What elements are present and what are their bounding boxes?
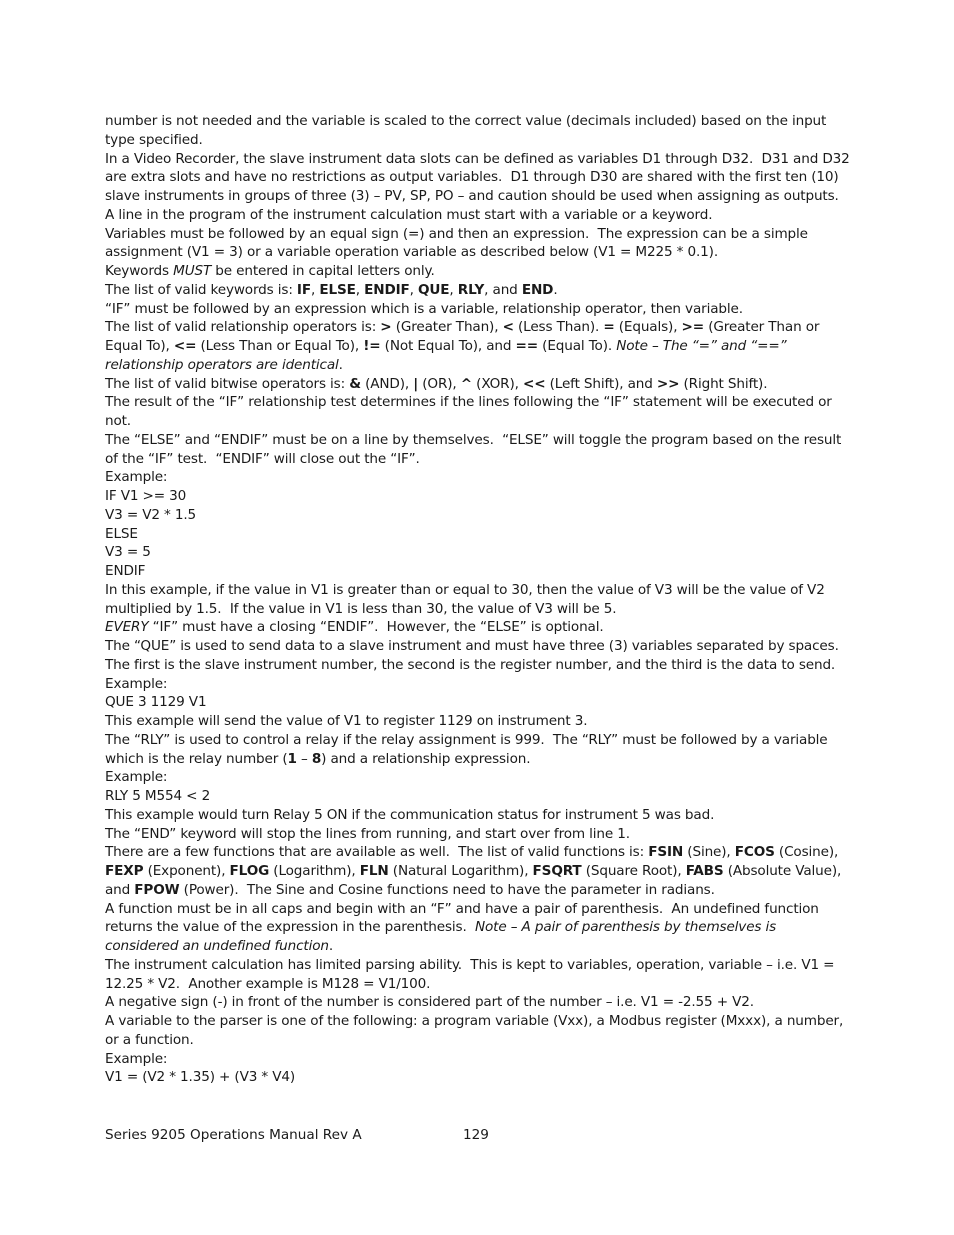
page-number: 129 bbox=[463, 1127, 489, 1143]
text-run: (Sine), bbox=[683, 844, 735, 861]
text-run: . bbox=[553, 281, 558, 298]
bold-text: = bbox=[603, 319, 615, 336]
bold-text: != bbox=[363, 338, 381, 354]
paragraph bbox=[105, 206, 850, 225]
text-run: The “END” keyword will stop the lines from running, and start over from line 1. bbox=[105, 825, 630, 842]
bold-text: ENDIF bbox=[364, 281, 410, 298]
text-run: A function must be in all caps and begin with an “F” and have a pair of parenthesis. An undefined function returns the value of the expression in the parenthesis. bbox=[105, 900, 823, 936]
text-run: number is not needed and the variable is scaled to the correct value (decimals included) based on the input type specified. bbox=[105, 113, 831, 148]
text-run: be entered in capital letters only. bbox=[211, 263, 435, 279]
text-run: (Logarithm), bbox=[269, 863, 360, 879]
text-run: (Cosine), bbox=[774, 844, 843, 861]
text-run: , and bbox=[484, 281, 522, 298]
text-run: , bbox=[355, 281, 365, 298]
paragraph bbox=[105, 1068, 850, 1087]
text-run: Example: bbox=[105, 469, 168, 486]
text-run: QUE 3 1129 V1 bbox=[105, 694, 207, 711]
paragraph bbox=[105, 956, 850, 994]
bold-text: < bbox=[502, 319, 514, 336]
text-run: “IF” must have a closing “ENDIF”. However, the “ELSE” is optional. bbox=[148, 619, 604, 636]
bold-text: IF bbox=[296, 281, 311, 298]
text-run: IF V1 >= 30 bbox=[105, 488, 187, 504]
text-run: Example: bbox=[105, 675, 168, 692]
paragraph bbox=[105, 581, 850, 619]
page-body bbox=[105, 112, 854, 1087]
text-run: (Natural Logarithm), bbox=[388, 863, 533, 879]
bold-text: > bbox=[380, 319, 392, 336]
text-run: A negative sign (-) in front of the number is considered part of the number – i.e. V1 = -2.55 + V2. bbox=[105, 994, 754, 1011]
text-run: Variables must be followed by an equal sign (=) and then an expression. The expression can be a simple assignment (V1 = 3) or a variable operation variable as described below (V1 = M225 * 0.1). bbox=[105, 225, 813, 261]
text-run: , bbox=[310, 281, 320, 298]
text-run: In a Video Recorder, the slave instrument data slots can be defined as variables D1 through D32. D31 and D32 are extra slots and have no restrictions as output variables. D1 through D30 are shared with the first ten (10) slave instruments in groups of three (3) – PV, SP, PO – and caution should be used when assigning as outputs. bbox=[105, 150, 854, 204]
text-run: ENDIF bbox=[105, 563, 146, 579]
text-run: The list of valid bitwise operators is: bbox=[105, 375, 350, 392]
bold-text: & bbox=[349, 375, 361, 392]
paragraph bbox=[105, 487, 850, 506]
text-run: (XOR), bbox=[472, 375, 523, 392]
paragraph bbox=[105, 637, 850, 675]
text-run: (OR), bbox=[418, 375, 461, 392]
text-run: The “RLY” is used to control a relay if the relay assignment is 999. The “RLY” must be followed by a variable which is the relay number ( bbox=[105, 731, 832, 767]
text-run: (Not Equal To), and bbox=[380, 338, 516, 354]
paragraph bbox=[105, 806, 850, 825]
text-run: (Greater Than or Equal To), bbox=[105, 319, 824, 354]
paragraph bbox=[105, 112, 850, 150]
paragraph bbox=[105, 281, 850, 300]
text-run: . bbox=[328, 938, 334, 954]
text-run: A variable to the parser is one of the following: a program variable (Vxx), a Modbus register (Mxxx), a number, or a function. bbox=[105, 1013, 848, 1048]
text-run: , bbox=[449, 281, 458, 298]
bold-text: == bbox=[515, 338, 539, 354]
text-run: In this example, if the value in V1 is greater than or equal to 30, then the value of V3 will be the value of V2 multiplied by 1.5. If the value in V1 is less than 30, the value of V3 will be 5. bbox=[105, 581, 829, 617]
text-run: ) and a relationship expression. bbox=[321, 750, 531, 767]
text-run: There are a few functions that are available as well. The list of valid functions is: bbox=[105, 844, 649, 861]
bold-text: FSIN bbox=[648, 844, 684, 861]
footer-title: Series 9205 Operations Manual Rev A bbox=[105, 1127, 362, 1143]
paragraph bbox=[105, 431, 850, 469]
text-run: – bbox=[296, 750, 312, 767]
text-run: “IF” must be followed by an expression which is a variable, relationship operator, then variable. bbox=[105, 300, 743, 317]
text-run: (Less Than). bbox=[513, 319, 604, 336]
text-run: This example will send the value of V1 to register 1129 on instrument 3. bbox=[105, 713, 588, 729]
paragraph bbox=[105, 693, 850, 712]
paragraph bbox=[105, 543, 850, 562]
bold-text: 8 bbox=[311, 750, 322, 767]
text-run: (Right Shift). bbox=[679, 375, 768, 392]
text-run: V1 = (V2 * 1.35) + (V3 * V4) bbox=[105, 1069, 296, 1086]
text-run: (Greater Than), bbox=[391, 319, 503, 336]
text-run: (Exponent), bbox=[143, 863, 230, 879]
paragraph bbox=[105, 506, 850, 525]
paragraph bbox=[105, 468, 850, 487]
text-run: The instrument calculation has limited parsing ability. This is kept to variables, operation, variable – i.e. V1 = 12.25 * V2. Another example is M128 = V1/100. bbox=[105, 956, 839, 992]
text-run: Example: bbox=[105, 1050, 168, 1067]
paragraph bbox=[105, 525, 850, 544]
text-run: (AND), bbox=[360, 375, 414, 392]
text-run: . bbox=[338, 356, 343, 373]
paragraph bbox=[105, 768, 850, 787]
text-run: (Power). The Sine and Cosine functions need to have the parameter in radians. bbox=[179, 881, 715, 898]
bold-text: FABS bbox=[685, 863, 724, 879]
text-run: Keywords bbox=[105, 263, 174, 279]
text-run: V3 = 5 bbox=[105, 544, 151, 561]
text-run: Example: bbox=[105, 769, 168, 786]
paragraph bbox=[105, 262, 850, 281]
italic-text: Note – A pair of parenthesis by themselves is considered an undefined function bbox=[105, 919, 781, 954]
text-run: This example would turn Relay 5 ON if the communication status for instrument 5 was bad. bbox=[105, 806, 715, 823]
paragraph bbox=[105, 712, 850, 731]
text-run: A line in the program of the instrument calculation must start with a variable or a keyword. bbox=[105, 206, 713, 223]
bold-text: QUE bbox=[417, 281, 450, 298]
paragraph bbox=[105, 375, 850, 394]
bold-text: FLOG bbox=[229, 863, 270, 879]
bold-text: FPOW bbox=[134, 881, 180, 898]
bold-text: FSQRT bbox=[532, 863, 582, 879]
bold-text: << bbox=[522, 375, 546, 392]
bold-text: END bbox=[521, 281, 554, 298]
paragraph bbox=[105, 993, 850, 1012]
text-run: The result of the “IF” relationship test determines if the lines following the “IF” statement will be executed or not. bbox=[105, 394, 836, 429]
paragraph bbox=[105, 787, 850, 806]
bold-text: >> bbox=[656, 375, 680, 392]
text-run: (Left Shift), and bbox=[545, 375, 657, 392]
paragraph bbox=[105, 1012, 850, 1050]
paragraph bbox=[105, 150, 854, 206]
text-run: The list of valid relationship operators is: bbox=[105, 319, 381, 336]
paragraph bbox=[105, 843, 850, 899]
bold-text: ^ bbox=[460, 375, 472, 392]
bold-text: FLN bbox=[359, 863, 389, 879]
paragraph bbox=[105, 731, 850, 769]
text-run: The “QUE” is used to send data to a slave instrument and must have three (3) variables separated by spaces. The first is the slave instrument number, the second is the register number, and the third is the data to send. bbox=[105, 638, 848, 673]
italic-text: Note – The “=” and “==” relationship operators are identical bbox=[105, 338, 791, 373]
text-run: (Absolute Value), and bbox=[105, 863, 846, 898]
paragraph bbox=[105, 300, 850, 319]
text-run: (Less Than or Equal To), bbox=[196, 338, 364, 354]
paragraph bbox=[105, 1050, 850, 1069]
text-run: The “ELSE” and “ENDIF” must be on a line by themselves. “ELSE” will toggle the program based on the result of the “IF” test. “ENDIF” will close out the “IF”. bbox=[105, 431, 846, 467]
paragraph bbox=[105, 318, 850, 374]
paragraph bbox=[105, 225, 850, 263]
bold-text: >= bbox=[681, 319, 705, 336]
text-run: (Square Root), bbox=[581, 863, 686, 879]
paragraph bbox=[105, 675, 850, 694]
bold-text: FEXP bbox=[105, 863, 144, 879]
text-run: (Equal To). bbox=[538, 338, 617, 354]
italic-text: EVERY bbox=[105, 619, 149, 636]
bold-text: <= bbox=[173, 338, 197, 354]
bold-text: 1 bbox=[287, 750, 297, 767]
paragraph bbox=[105, 825, 850, 844]
italic-text: MUST bbox=[173, 263, 212, 279]
paragraph bbox=[105, 393, 850, 431]
bold-text: FCOS bbox=[734, 844, 775, 861]
text-run: , bbox=[409, 281, 418, 298]
text-run: The list of valid keywords is: bbox=[105, 281, 297, 298]
text-run: (Equals), bbox=[614, 319, 682, 336]
text-run: RLY 5 M554 < 2 bbox=[105, 788, 211, 804]
bold-text: RLY bbox=[457, 281, 485, 298]
paragraph bbox=[105, 900, 850, 956]
paragraph bbox=[105, 618, 850, 637]
text-run: ELSE bbox=[105, 525, 138, 542]
paragraph bbox=[105, 562, 850, 581]
bold-text: ELSE bbox=[319, 281, 356, 298]
bold-text: | bbox=[413, 375, 419, 392]
text-run: V3 = V2 * 1.5 bbox=[105, 506, 197, 523]
